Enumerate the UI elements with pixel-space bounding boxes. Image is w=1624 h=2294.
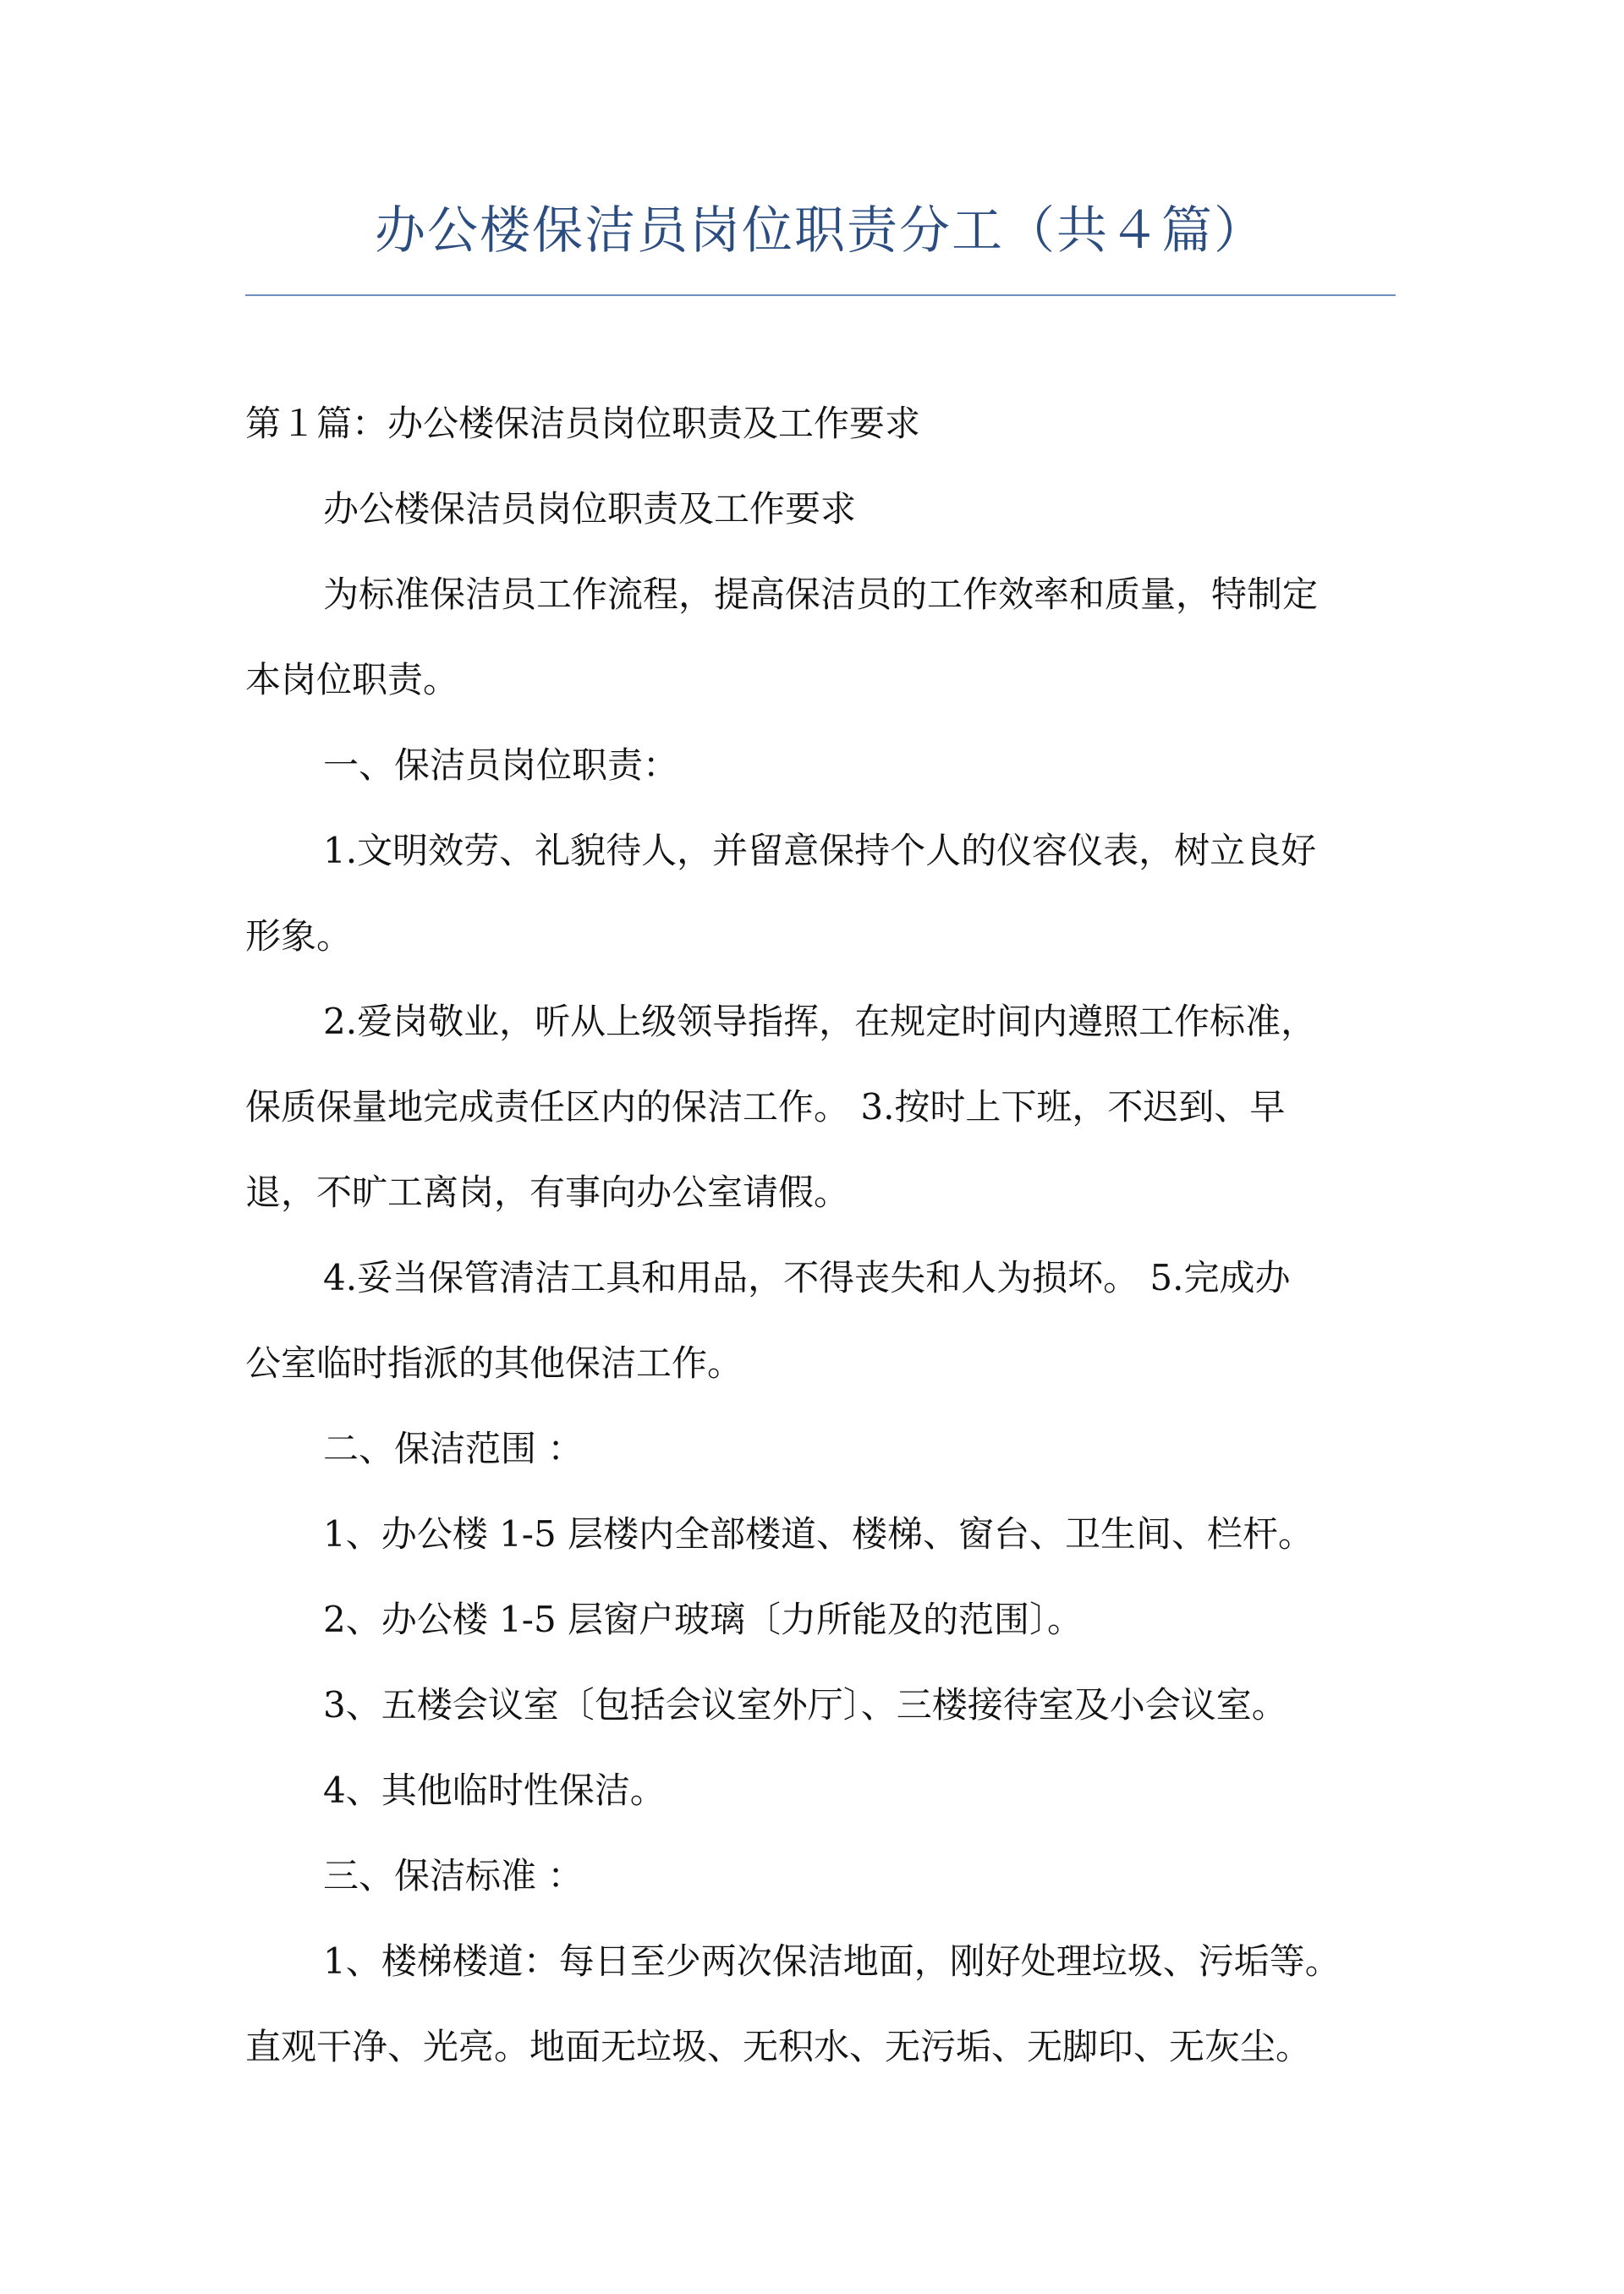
- paragraph: 3、五楼会议室〔包括会议室外厅〕、三楼接待室及小会议室。: [323, 1684, 1287, 1726]
- paragraph: 2、办公楼 1-5 层窗户玻璃〔力所能及的范围〕。: [323, 1599, 1084, 1640]
- paragraph: 1.文明效劳、礼貌待人，并留意保持个人的仪容仪表，树立良好: [323, 830, 1317, 871]
- paragraph: 办公楼保洁员岗位职责及工作要求: [323, 488, 857, 530]
- paragraph: 形象。: [245, 915, 353, 957]
- paragraph: 1、楼梯楼道：每日至少两次保洁地面，刚好处理垃圾、污垢等。: [323, 1940, 1341, 1982]
- paragraph: 4.妥当保管清洁工具和用品，不得丧失和人为损坏。 5.完成办: [323, 1257, 1291, 1298]
- paragraph: 本岗位职责。: [245, 659, 459, 700]
- paragraph: 二、保洁范围 ：: [323, 1428, 584, 1469]
- paragraph: 第１篇：办公楼保洁员岗位职责及工作要求: [245, 403, 921, 444]
- paragraph: 直观干净、光亮。地面无垃圾、无积水、无污垢、无脚印、无灰尘。: [245, 2026, 1312, 2067]
- paragraph: 4、其他临时性保洁。: [323, 1770, 666, 1811]
- paragraph: 退，不旷工离岗，有事向办公室请假。: [245, 1172, 850, 1213]
- document-title: 办公楼保洁员岗位职责分工（共４篇）: [375, 201, 1266, 261]
- title-divider: [245, 294, 1396, 296]
- paragraph: 为标准保洁员工作流程，提高保洁员的工作效率和质量，特制定: [323, 574, 1319, 615]
- paragraph: 三、保洁标准 ：: [323, 1855, 584, 1896]
- paragraph: 一、保洁员岗位职责：: [323, 744, 679, 786]
- document-body: [245, 381, 1404, 2089]
- paragraph: 2.爱岗敬业，听从上级领导指挥，在规定时间内遵照工作标准，: [323, 1001, 1317, 1042]
- paragraph: 公室临时指派的其他保洁工作。: [245, 1342, 743, 1384]
- paragraph: 1、办公楼 1-5 层楼内全部楼道、楼梯、窗台、卫生间、栏杆。: [323, 1513, 1314, 1555]
- paragraph: 保质保量地完成责任区内的保洁工作。 3.按时上下班，不迟到、早: [245, 1086, 1286, 1128]
